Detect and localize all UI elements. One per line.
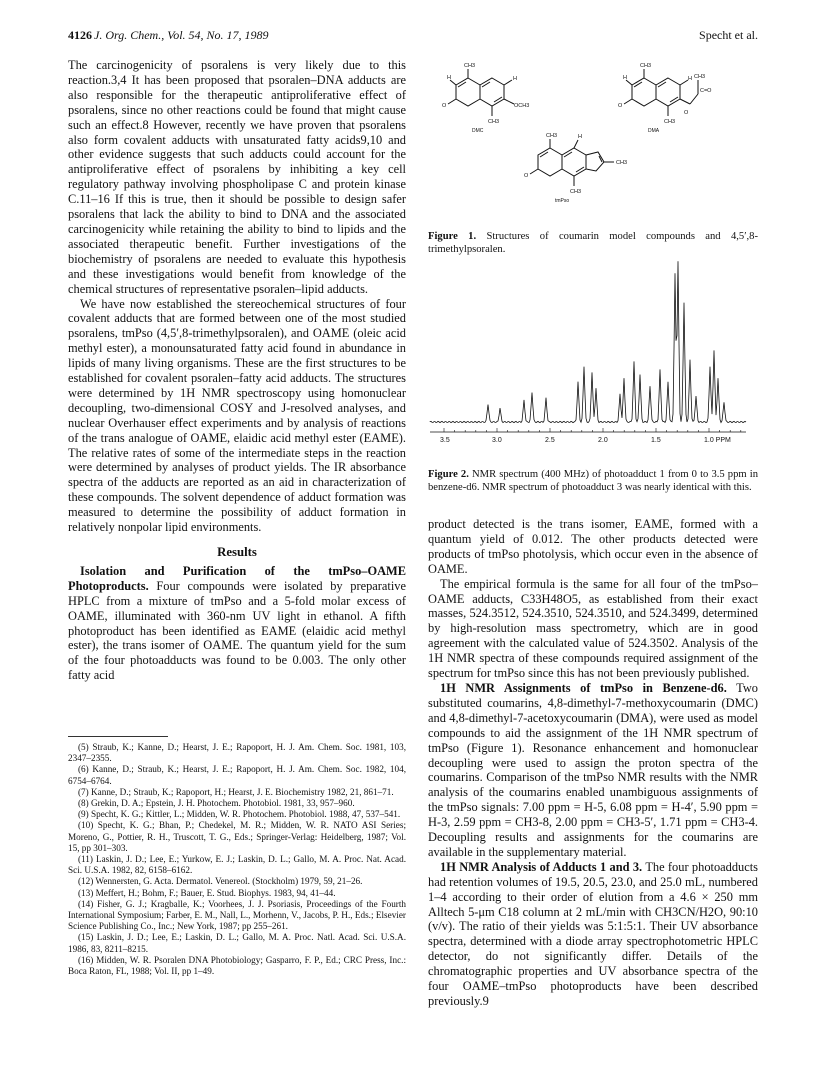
figure-2-caption-text: NMR spectrum (400 MHz) of photoadduct 1 from 0 to 3.5 ppm in benzene-d6. NMR spectrum of photoadduct 3 was nearly identical with this. — [428, 469, 758, 493]
figure-1 — [428, 56, 758, 256]
footnote: (9) Specht, K. G.; Kittler, L.; Midden, W. R. Photochem. Photobiol. 1988, 47, 537–541. — [78, 809, 401, 820]
dmc-o-label: O — [442, 103, 447, 109]
dma-ch3-label-3: CH3 — [694, 74, 706, 80]
spectrum-trace — [430, 261, 746, 422]
footnote: (10) Specht, K. G.; Bhan, P.; Chedekel, M. R.; Midden, W. R. NATO ASI Series; Moreno, G., Pottier, R. H., Truscott, T. G., Eds.; Springer-Verlag: Heidelberg, 1987; Vol. 15, pp 301–303. — [68, 820, 406, 853]
paragraph-formula: The empirical formula is the same for all four of the tmPso–OAME adducts, C33H48O5, as established from their exact masses, 524.3512, 524.3510, 524.3510, and 524.3499, determined by high-resolution mass spectrometry, which are in good agreement with the calculated value of 524.3502. Analysis of the 1H NMR spectra of these compounds required assignment of the spectrum for tmPso since this has not been previously published. — [428, 576, 758, 681]
figure-1-label: Figure 1. — [428, 231, 477, 242]
footnote: (15) Laskin, J. D.; Lee, E.; Laskin, D. L.; Gallo, M. A. Proc. Natl. Acad. Sci. U.S.A. 1986, 83, 8211–8215. — [68, 932, 406, 954]
page-header — [68, 28, 758, 44]
paragraph-stereochemistry: We have now established the stereochemical structures of four covalent adducts that are formed between one of the most studied psoralens, tmPso (4,5′,8-trimethylpsoralen), and OAME (oleic acid methyl ester), a monounsaturated fatty acid found in abundance in lipids of many living organisms. These are the first structures to be established for covalent psoralen–fatty acid adducts. The structures were determined by 1H NMR spectroscopy using homonuclear decoupling, two-dimensional COSY and J-resolved analyses, and nuclear Overhauser effect experiments and by analysis of reactions of the trans analogue of OAME, elaidic acid methyl ester (EAME). The relative rates of some of the intermediate steps in the reaction were determined by analyses of product yields. The IR absorbance spectra of the adducts are reported as an aid in characterization of these compounds. The solvent dependence of adduct formation was measured to determine the possibility of adduct formation in relatively nonpolar lipid environments. — [68, 296, 406, 535]
tmpso-o-label: O — [524, 173, 529, 179]
footnote: (7) Kanne, D.; Straub, K.; Rapoport, H.; Hearst, J. E. Biochemistry 1982, 21, 861–71. — [78, 786, 394, 797]
tick-label: 2.5 — [545, 437, 555, 444]
runin-nmr-assignments: 1H NMR Assignments of tmPso in Benzene-d6. — [440, 680, 727, 695]
paragraph-isolation — [68, 564, 406, 683]
footnote: (8) Grekin, D. A.; Epstein, J. H. Photochem. Photobiol. 1981, 33, 957–960. — [78, 798, 355, 809]
footnote: (11) Laskin, J. D.; Lee, E.; Yurkow, E. J.; Laskin, D. L.; Gallo, M. A. Proc. Nat. Acad. Sci. U.S.A. 1982, 82, 6158–6162. — [68, 854, 406, 876]
dmc-structure — [442, 63, 529, 134]
footnote-rule — [68, 736, 168, 737]
dma-h-label: H — [623, 75, 627, 81]
tmpso-label: tmPso — [555, 198, 570, 204]
figure-1-caption-text: Structures of coumarin model compounds and 4,5′,8-trimethylpsoralen. — [428, 231, 758, 255]
tmpso-ch3-label-3: CH3 — [570, 189, 582, 195]
dma-o-label-2: O — [684, 110, 689, 116]
tick-label: 1.0 PPM — [704, 437, 731, 444]
dma-h-label-2: H — [688, 76, 692, 82]
tick-label: 1.5 — [651, 437, 661, 444]
dma-ch3-label: CH3 — [640, 63, 652, 69]
paragraph-nmr-adducts — [428, 860, 758, 1009]
tmpso-structure — [524, 133, 627, 204]
footnote: (6) Kanne, D.; Straub, K.; Hearst, J. E.; Rapoport, H. J. Am. Chem. Soc. 1982, 104, 6754–6764. — [68, 764, 406, 786]
tmpso-ch3-label-2: CH3 — [616, 160, 628, 166]
page-number: 4126 — [68, 28, 92, 42]
dma-o-label: O — [618, 103, 623, 109]
figure-2 — [428, 252, 758, 494]
tmpso-h-label: H — [578, 134, 582, 140]
nmr-spectrum — [428, 252, 758, 462]
paragraph-eame: product detected is the trans isomer, EAME, formed with a quantum yield of 0.012. The other products detected were products of tmPso photolysis, which occur even in the absence of OAME. — [428, 517, 758, 576]
right-column — [428, 517, 758, 1009]
footnote: (13) Meffert, H.; Bohm, F.; Bauer, E. Stud. Biophys. 1983, 94, 41–44. — [78, 887, 336, 898]
structures-drawing — [428, 56, 758, 224]
runin-nmr-adducts: 1H NMR Analysis of Adducts 1 and 3. — [440, 859, 643, 874]
footnotes — [68, 736, 406, 977]
dmc-h-label: H — [447, 75, 451, 81]
tick-label: 3.0 — [492, 437, 502, 444]
figure-2-caption — [428, 469, 758, 494]
tick-label: 2.0 — [598, 437, 608, 444]
journal-citation: J. Org. Chem., Vol. 54, No. 17, 1989 — [94, 28, 269, 42]
isolation-text: Four compounds were isolated by preparative HPLC from a mixture of tmPso and a 5-fold molar excess of OAME, illuminated with 360-nm UV light in ethanol. A fifth photoproduct has been identified as EAME (elaidic acid methyl ester), the trans isomer of OAME. The quantum yield for the sum of the four photoadducts was found to be 0.003. The only other fatty acid — [68, 578, 406, 683]
dma-structure — [618, 63, 712, 134]
dmc-ch3-label-2: CH3 — [488, 119, 500, 125]
left-column — [68, 58, 406, 683]
footnote: (16) Midden, W. R. Psoralen DNA Photobiology; Gasparro, F. P., Ed.; CRC Press, Inc.: Boca Raton, FL, 1988; Vol. II, pp 1–49. — [68, 954, 406, 977]
nmr-adducts-text: The four photoadducts had retention volumes of 19.5, 20.5, 23.0, and 25.0 mL, numbered 1–4 according to their order of elution from a 4.6 × 250 mm Alltech 5-μm C18 column at 2 mL/min with CH3CN/H2O, 90:10 (v/v). The ratio of their yields was 5:1:5:1. Their UV absorbance spectra, determined with a diode array spectrophotometric HPLC detector, do not significantly differ. Details of the chromatographic properties and UV absorbance spectra of the four OAME–tmPso photoproducts have been described previously.9 — [428, 859, 759, 1008]
figure-2-label: Figure 2. — [428, 469, 469, 480]
footnote: (12) Wennersten, G. Acta. Dermatol. Venereol. (Stockholm) 1979, 59, 21–26. — [78, 876, 363, 887]
tick-label: 3.5 — [440, 437, 450, 444]
dma-ch3-label-2: CH3 — [664, 119, 676, 125]
running-authors: Specht et al. — [699, 28, 758, 42]
runin-isolation: Isolation and Purification of the tmPso–OAME Photoproducts. — [68, 563, 406, 593]
dma-label: DMA — [648, 128, 660, 134]
dmc-ch3-label: CH3 — [464, 63, 476, 69]
footnote: (5) Straub, K.; Kanne, D.; Hearst, J. E.; Rapoport, H. J. Am. Chem. Soc. 1981, 103, 2347–2355. — [68, 742, 406, 764]
results-heading: Results — [217, 545, 257, 559]
tmpso-ch3-label: CH3 — [546, 133, 558, 139]
nmr-assignments-text: Two substituted coumarins, 4,8-dimethyl-7-methoxycoumarin (DMC) and 4,8-dimethyl-7-acetoxycoumarin (DMA), were used as model compounds to aid the assignment of the 1H NMR spectrum of tmPso (Figure 1). Resonance enhancement and homonuclear decoupling were used to assign the proton spectra of the coumarins. Comparison of the tmPso NMR results with the NMR analysis of the coumarins enabled unambiguous assignments of the tmPso signals: 7.00 ppm = H-5, 6.08 ppm = H-4′, 5.90 ppm = H-3, 2.59 ppm = CH3-8, 2.00 ppm = CH3-5′, 1.71 ppm = CH3-4. Decoupling results and assignments for the coumarins are available in the supplementary material. — [428, 680, 759, 859]
dmc-h-label-2: H — [513, 76, 517, 82]
paragraph-intro: The carcinogenicity of psoralens is very likely due to this reaction.3,4 It has been proposed that psoralen–DNA adducts are also responsible for the therapeutic antiproliferative effect of psoralens, since no other reactions could be found that might cause such an effect.8 However, recently we have proven that psoralens also form covalent adducts with unsaturated fatty acids9,10 and other evidence suggests that such adducts could account for the antiproliferative effect of psoralens by inhibiting a key cell regulatory pathway involving phospholipase C and protein kinase C.11–16 If this is true, then it should be possible to design safer psoralens that lack the ability to bind to DNA and the associated carcinogenicity while retaining the ability to bind to lipids and the associated therapeutic benefit. Further investigations of the biochemistry of psoralens are needed to evaluate this hypothesis and these investigations would benefit from knowledge of the chemical structures of representative psoralen–lipid adducts. — [68, 58, 406, 296]
dma-co-label: C=O — [700, 88, 712, 94]
axis-ticks — [444, 428, 741, 432]
dmc-label: DMC — [472, 128, 484, 134]
footnote: (14) Fisher, G. J.; Kragballe, K.; Voorhees, J. J. Psoriasis, Proceedings of the Fourth International Symposium; Farber, E. M., Nall, L., Morhenn, V., Jacobs, P. H., Eds.; Elsevier Science Publishing Co., Inc.; New York, 1987; pp 255–261. — [68, 898, 406, 932]
paragraph-nmr-assignments — [428, 681, 758, 860]
dmc-och3-label: OCH3 — [514, 103, 530, 109]
